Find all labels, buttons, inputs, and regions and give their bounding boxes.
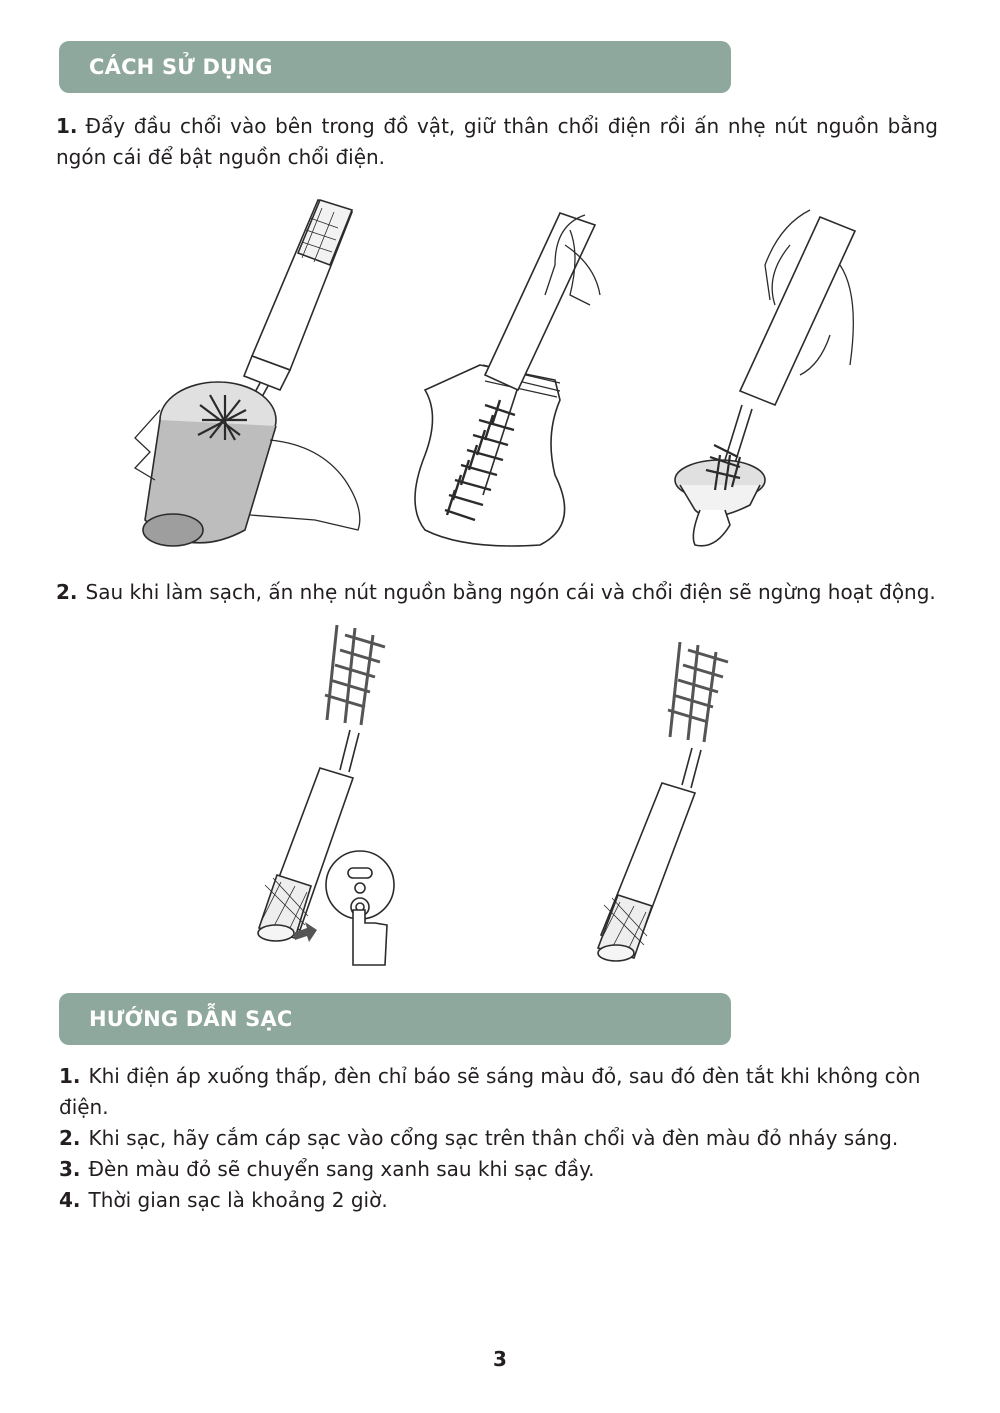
step-text: Sau khi làm sạch, ấn nhẹ nút nguồn bằng ngón cái và chổi điện sẽ ngừng hoạt động. [85,580,936,604]
list-item [59,1154,949,1185]
item-number: 3. [59,1157,81,1181]
step-number: 1. [56,114,78,138]
item-number: 4. [59,1188,81,1212]
list-item [59,1123,949,1154]
section-header-usage: CÁCH SỬ DỤNG [59,41,731,93]
illustration-brush-standing [580,640,760,975]
item-text: Thời gian sạc là khoảng 2 giờ. [88,1188,388,1212]
illustration-brush-in-bottle [405,205,585,555]
step-number: 2. [56,580,78,604]
illustration-brush-in-cup [130,190,370,560]
item-number: 1. [59,1064,81,1088]
item-text: Khi sạc, hãy cắm cáp sạc vào cổng sạc trên thân chổi và đèn màu đỏ nháy sáng. [88,1126,899,1150]
usage-step-1 [56,111,938,173]
charging-instructions-list [59,1061,949,1216]
list-item [59,1185,949,1216]
section-header-charging: HƯỚNG DẪN SẠC [59,993,731,1045]
item-text: Khi điện áp xuống thấp, đèn chỉ báo sẽ sáng màu đỏ, sau đó đèn tắt khi không còn điện. [59,1064,921,1119]
page-number: 3 [493,1347,507,1371]
list-item [59,1061,949,1123]
item-text: Đèn màu đỏ sẽ chuyển sang xanh sau khi sạc đầy. [88,1157,595,1181]
illustration-brush-in-nipple [670,205,870,550]
step-text: Đẩy đầu chổi vào bên trong đồ vật, giữ thân chổi điện rồi ấn nhẹ nút nguồn bằng ngón cái để bật nguồn chổi điện. [56,114,938,169]
item-number: 2. [59,1126,81,1150]
usage-step-2 [56,577,938,608]
illustration-press-power-off [245,620,425,975]
